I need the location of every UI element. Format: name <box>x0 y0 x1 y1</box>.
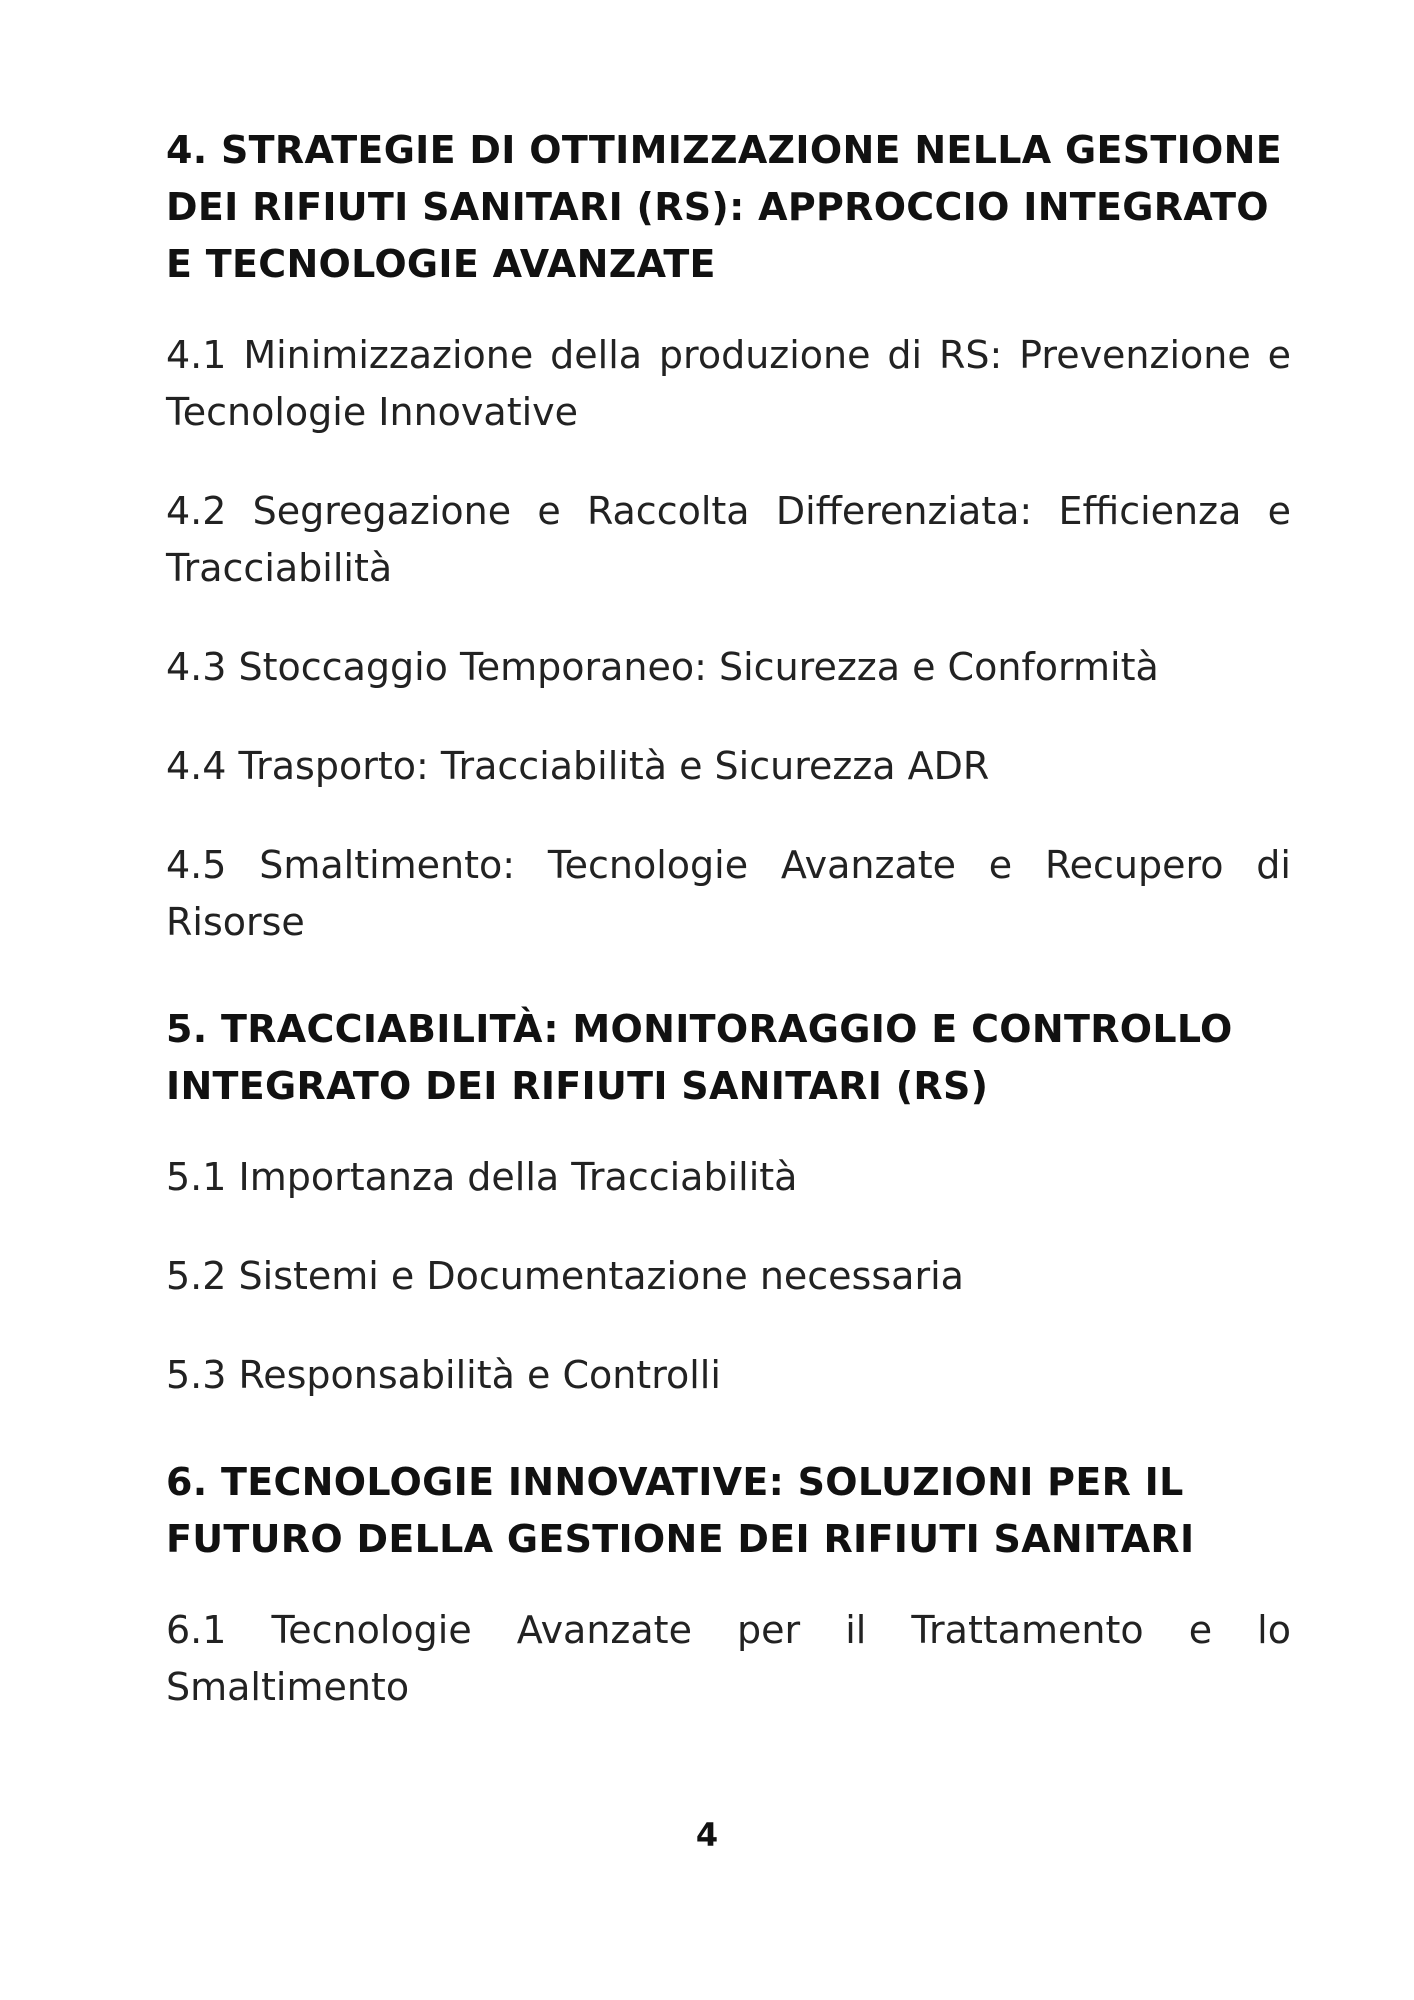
section-heading-6: 6. TECNOLOGIE INNOVATIVE: SOLUZIONI PER IL FUTURO DELLA GESTIONE DEI RIFIUTI SANITARI <box>166 1460 1195 1561</box>
table-of-contents <box>166 122 1291 1758</box>
toc-item-5-1: 5.1 Importanza della Tracciabilità <box>166 1155 798 1199</box>
toc-item-4-4: 4.4 Trasporto: Tracciabilità e Sicurezza ADR <box>166 744 990 788</box>
toc-item-4-3: 4.3 Stoccaggio Temporaneo: Sicurezza e Conformità <box>166 645 1159 689</box>
section-heading-5: 5. TRACCIABILITÀ: MONITORAGGIO E CONTROLLO INTEGRATO DEI RIFIUTI SANITARI (RS) <box>166 1007 1233 1108</box>
page-number: 4 <box>695 1816 719 1854</box>
toc-item-4-1: 4.1 Minimizzazione della produzione di RS: Prevenzione e Tecnologie Innovative <box>166 333 1291 434</box>
section-heading-4: 4. STRATEGIE DI OTTIMIZZAZIONE NELLA GESTIONE DEI RIFIUTI SANITARI (RS): APPROCCIO INTEGRATO E TECNOLOGIE AVANZATE <box>166 128 1283 286</box>
toc-item-5-2: 5.2 Sistemi e Documentazione necessaria <box>166 1254 964 1298</box>
toc-item-4-2: 4.2 Segregazione e Raccolta Differenziata: Efficienza e Tracciabilità <box>166 489 1291 590</box>
toc-item-5-3: 5.3 Responsabilità e Controlli <box>166 1353 721 1397</box>
toc-item-6-1: 6.1 Tecnologie Avanzate per il Trattamento e lo Smaltimento <box>166 1608 1291 1709</box>
toc-item-4-5: 4.5 Smaltimento: Tecnologie Avanzate e Recupero di Risorse <box>166 843 1291 944</box>
